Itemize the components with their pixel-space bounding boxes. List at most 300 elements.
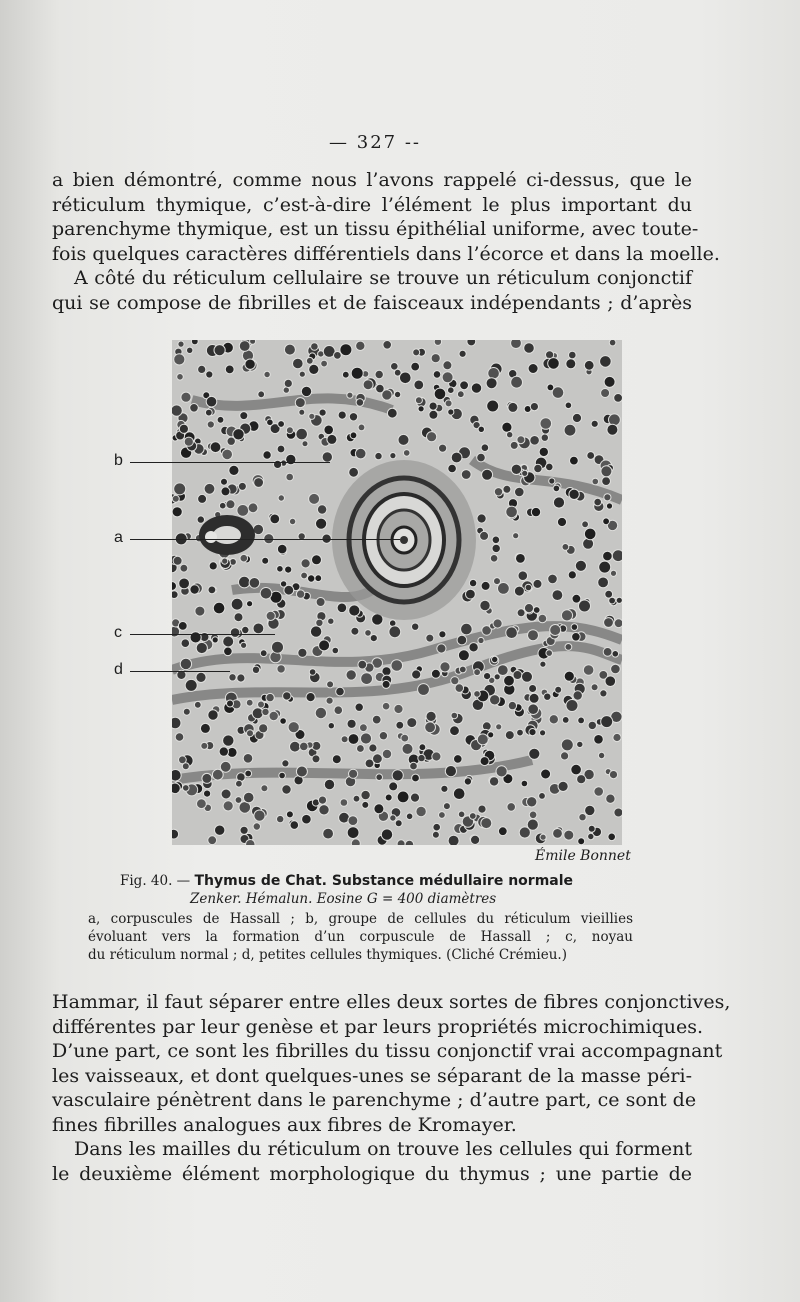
thymic-cell xyxy=(609,414,621,426)
thymic-cell xyxy=(529,811,537,819)
thymic-cell xyxy=(315,575,322,582)
thymic-cell xyxy=(555,686,562,693)
thymic-cell xyxy=(288,722,299,733)
thymic-cell xyxy=(604,618,614,628)
thymic-cell xyxy=(375,370,383,378)
thymic-cell xyxy=(504,675,515,686)
thymic-cell xyxy=(394,391,400,397)
thymic-cell xyxy=(196,642,207,653)
thymic-cell xyxy=(173,556,182,565)
thymic-cell xyxy=(180,658,191,669)
thymic-cell xyxy=(480,757,489,766)
thymic-cell xyxy=(312,755,320,763)
thymic-cell xyxy=(240,412,248,420)
thymic-cell xyxy=(298,648,307,657)
thymic-cell xyxy=(348,816,358,826)
thymic-cell xyxy=(549,715,558,724)
thymic-cell xyxy=(442,372,453,383)
thymic-cell xyxy=(332,647,339,654)
thymic-cell xyxy=(541,434,548,441)
text-line: parenchyme thymique, est un tissu épithélial uniforme, avec toute- xyxy=(52,218,699,240)
thymic-cell xyxy=(278,495,284,501)
thymic-cell xyxy=(387,408,397,418)
thymic-cell xyxy=(432,831,439,838)
thymic-cell xyxy=(259,724,268,733)
thymic-cell xyxy=(591,420,598,427)
thymic-cell xyxy=(209,562,217,570)
thymic-cell xyxy=(385,794,392,801)
thymic-cell xyxy=(172,507,182,517)
thymic-cell xyxy=(246,699,253,706)
thymic-cell xyxy=(411,362,420,371)
thymic-cell xyxy=(349,605,360,616)
thymic-cell xyxy=(539,447,548,456)
thymic-cell xyxy=(347,719,356,728)
thymic-cell xyxy=(464,778,471,785)
thymic-cell xyxy=(390,815,396,821)
thymic-cell xyxy=(577,775,586,784)
thymic-cell xyxy=(539,793,546,800)
thymic-cell xyxy=(604,376,615,387)
micrograph-svg xyxy=(172,340,622,845)
thymic-cell xyxy=(267,419,274,426)
thymic-cell xyxy=(369,744,377,752)
page-number: — 327 -- xyxy=(329,132,421,153)
thymic-cell xyxy=(219,747,228,756)
thymic-cell xyxy=(284,585,294,595)
thymic-cell xyxy=(174,354,185,365)
thymic-cell xyxy=(579,814,586,821)
thymic-cell xyxy=(172,495,179,502)
thymic-cell xyxy=(558,781,568,791)
thymic-cell xyxy=(616,597,622,603)
thymic-cell xyxy=(351,839,360,845)
thymic-cell xyxy=(229,465,239,475)
thymic-cell xyxy=(414,380,424,390)
thymic-cell xyxy=(204,483,215,494)
thymic-cell xyxy=(402,743,413,754)
thymic-cell xyxy=(480,531,489,540)
thymic-cell xyxy=(349,769,358,778)
thymic-cell xyxy=(481,444,489,452)
label-a-line xyxy=(130,539,400,540)
thymic-cell xyxy=(212,637,218,643)
thymic-cell xyxy=(553,829,563,839)
thymic-cell xyxy=(174,483,186,495)
thymic-cell xyxy=(185,679,197,691)
thymic-cell xyxy=(437,644,446,653)
thymic-cell xyxy=(490,695,500,705)
thymic-cell xyxy=(397,840,405,845)
thymic-cell xyxy=(306,357,313,364)
text-line: Dans les mailles du réticulum on trouve les cellules qui forment xyxy=(74,1138,692,1160)
thymic-cell xyxy=(601,466,612,477)
thymic-cell xyxy=(348,734,359,745)
thymic-cell xyxy=(221,789,231,799)
thymic-cell xyxy=(609,771,617,779)
thymic-cell xyxy=(210,442,221,453)
thymic-cell xyxy=(459,666,466,673)
thymic-cell xyxy=(474,691,481,698)
thymic-cell xyxy=(284,379,292,387)
thymic-cell xyxy=(564,671,574,681)
thymic-cell xyxy=(448,409,454,415)
thymic-cell xyxy=(410,762,418,770)
thymic-cell xyxy=(370,635,377,642)
thymic-cell xyxy=(450,726,460,736)
thymic-cell xyxy=(439,812,446,819)
thymic-cell xyxy=(394,704,403,713)
caption-prefix: Fig. 40. — xyxy=(120,873,191,889)
thymic-cell xyxy=(412,774,420,782)
thymic-cell xyxy=(474,669,481,676)
thymic-cell xyxy=(598,752,604,758)
thymic-cell xyxy=(445,766,456,777)
figure-caption-sub xyxy=(190,890,630,908)
thymic-cell xyxy=(451,677,459,685)
thymic-cell xyxy=(219,502,226,509)
thymic-cell xyxy=(395,820,402,827)
thymic-cell xyxy=(179,424,188,433)
thymic-cell xyxy=(544,693,551,700)
thymic-cell xyxy=(492,656,498,662)
thymic-cell xyxy=(269,711,278,720)
thymic-cell xyxy=(272,641,284,653)
thymic-cell xyxy=(572,413,581,422)
thymic-cell xyxy=(445,400,452,407)
thymic-cell xyxy=(277,815,284,822)
thymic-cell xyxy=(374,804,384,814)
thymic-cell xyxy=(240,826,248,834)
thymic-cell xyxy=(172,829,179,839)
thymic-cell xyxy=(493,619,502,628)
thymic-cell xyxy=(236,780,243,787)
thymic-cell xyxy=(296,766,307,777)
thymic-cell xyxy=(566,359,576,369)
thymic-cell xyxy=(212,769,223,780)
thymic-cell xyxy=(451,452,462,463)
thymic-cell xyxy=(565,402,572,409)
label-b-line xyxy=(130,462,330,463)
thymic-cell xyxy=(396,721,404,729)
thymic-cell xyxy=(187,347,193,353)
thymic-cell xyxy=(290,821,299,830)
thymic-cell xyxy=(587,452,595,460)
thymic-cell xyxy=(546,463,554,471)
thymic-cell xyxy=(316,598,325,607)
thymic-cell xyxy=(467,340,476,346)
thymic-cell xyxy=(286,811,293,818)
thymic-cell xyxy=(309,413,315,419)
thymic-cell xyxy=(441,785,448,792)
thymic-cell xyxy=(582,521,589,528)
thymic-cell xyxy=(611,664,621,674)
thymic-cell xyxy=(400,372,412,384)
thymic-cell xyxy=(222,449,233,460)
illustrator-signature: Émile Bonnet xyxy=(535,848,631,864)
thymic-cell xyxy=(356,341,365,350)
thymic-cell xyxy=(334,352,342,360)
thymic-cell xyxy=(433,371,441,379)
thymic-cell xyxy=(201,742,208,749)
thymic-cell xyxy=(237,505,249,517)
thymic-cell xyxy=(382,749,391,758)
thymic-cell xyxy=(356,399,364,407)
thymic-cell xyxy=(321,360,328,367)
thymic-cell xyxy=(448,835,459,845)
thymic-cell xyxy=(290,741,301,752)
thymic-cell xyxy=(443,803,450,810)
thymic-cell xyxy=(529,729,536,736)
label-b: b xyxy=(114,452,123,469)
thymic-cell xyxy=(610,570,616,576)
thymic-cell xyxy=(482,469,493,480)
thymic-cell xyxy=(548,358,560,370)
thymic-cell xyxy=(242,626,249,633)
thymic-cell xyxy=(507,803,516,812)
thymic-cell xyxy=(432,752,441,761)
thymic-cell xyxy=(412,670,421,679)
thymic-cell xyxy=(207,421,214,428)
thymic-cell xyxy=(243,792,254,803)
thymic-cell xyxy=(250,340,256,344)
thymic-cell xyxy=(407,718,417,728)
thymic-cell xyxy=(524,604,533,613)
thymic-cell xyxy=(614,394,622,403)
thymic-cell xyxy=(439,444,447,452)
thymic-cell xyxy=(533,579,542,588)
thymic-cell xyxy=(254,478,264,488)
thymic-cell xyxy=(522,470,528,476)
thymic-cell xyxy=(240,554,248,562)
thymic-cell xyxy=(507,432,513,438)
thymic-cell xyxy=(458,811,465,818)
thymic-cell xyxy=(405,840,414,845)
thymic-cell xyxy=(172,582,177,591)
thymic-cell xyxy=(588,833,594,839)
thymic-cell xyxy=(527,819,538,830)
thymic-cell xyxy=(494,488,502,496)
thymic-cell xyxy=(565,644,572,651)
thymic-cell xyxy=(575,560,586,571)
thymic-cell xyxy=(425,722,436,733)
thymic-cell xyxy=(484,673,491,680)
thymic-cell xyxy=(529,748,540,759)
thymic-cell xyxy=(466,589,476,599)
thymic-cell xyxy=(528,630,539,641)
thymic-cell xyxy=(573,691,582,700)
thymic-cell xyxy=(332,755,341,764)
thymic-cell xyxy=(252,666,259,673)
thymic-cell xyxy=(213,602,225,614)
thymic-cell xyxy=(469,643,478,652)
thymic-cell xyxy=(553,497,564,508)
thymic-cell xyxy=(413,349,420,356)
thymic-cell xyxy=(397,791,409,803)
thymic-cell xyxy=(245,359,255,369)
text-line: fois quelques caractères différentiels dans l’écorce et dans la moelle. xyxy=(52,242,720,265)
thymic-cell xyxy=(172,405,182,416)
thymic-cell xyxy=(230,628,240,638)
thymic-cell xyxy=(480,600,490,610)
thymic-cell xyxy=(340,799,348,807)
thymic-cell xyxy=(181,392,191,402)
thymic-cell xyxy=(477,734,488,745)
thymic-cell xyxy=(376,774,383,781)
thymic-cell xyxy=(223,636,234,647)
thymic-cell xyxy=(239,576,251,588)
thymic-cell xyxy=(277,544,287,554)
thymic-cell xyxy=(531,507,540,516)
thymic-cell xyxy=(524,343,535,354)
thymic-cell xyxy=(508,402,518,412)
thymic-cell xyxy=(258,701,265,708)
text-line: a bien démontré, comme nous l’avons rappelé ci-dessus, que le xyxy=(52,169,692,191)
thymic-cell xyxy=(533,607,540,614)
thymic-cell xyxy=(217,416,224,423)
thymic-cell xyxy=(200,723,210,733)
thymic-cell xyxy=(229,674,236,681)
thymic-cell xyxy=(382,702,390,710)
thymic-cell xyxy=(215,825,225,835)
thymic-cell xyxy=(301,386,311,396)
thymic-cell xyxy=(401,734,409,742)
thymic-cell xyxy=(488,368,500,380)
thymic-cell xyxy=(289,518,295,524)
thymic-cell xyxy=(358,660,367,669)
thymic-cell xyxy=(540,661,546,667)
thymic-cell xyxy=(319,409,326,416)
figure-caption-title xyxy=(120,872,630,890)
thymic-cell xyxy=(172,591,178,599)
thymic-cell xyxy=(381,829,392,840)
thymic-cell xyxy=(481,818,492,829)
thymic-cell xyxy=(194,701,201,708)
thymic-cell xyxy=(427,432,437,442)
thymic-cell xyxy=(346,670,356,680)
thymic-cell xyxy=(492,544,500,552)
thymic-cell xyxy=(594,498,602,506)
thymic-cell xyxy=(431,669,440,678)
thymic-cell xyxy=(226,500,235,509)
thymic-cell xyxy=(261,785,268,792)
thymic-cell xyxy=(277,566,284,573)
thymic-cell xyxy=(183,708,190,715)
thymic-cell xyxy=(569,351,577,359)
thymic-cell xyxy=(376,384,385,393)
thymic-cell xyxy=(350,432,357,439)
thymic-cell xyxy=(451,712,458,719)
thymic-cell xyxy=(594,735,604,745)
thymic-cell xyxy=(309,364,319,374)
thymic-cell xyxy=(296,428,308,440)
label-d-line xyxy=(130,671,230,672)
thymic-cell xyxy=(461,623,473,635)
label-d: d xyxy=(114,661,123,678)
thymic-cell xyxy=(612,550,622,562)
thymic-cell xyxy=(530,436,540,446)
thymic-cell xyxy=(429,410,438,419)
thymic-cell xyxy=(398,434,409,445)
thymic-cell xyxy=(322,452,332,462)
thymic-cell xyxy=(517,436,525,444)
text-line: différentes par leur genèse et par leurs propriétés microchimiques. xyxy=(52,1015,704,1038)
thymic-cell xyxy=(338,411,346,419)
legend-line: du réticulum normal ; d, petites cellules thymiques. (Cliché Crémieu.) xyxy=(88,947,567,963)
thymic-cell xyxy=(336,687,345,696)
thymic-cell xyxy=(373,754,383,764)
thymic-cell xyxy=(458,650,469,661)
thymic-cell xyxy=(460,381,469,390)
thymic-cell xyxy=(469,813,476,820)
thymic-cell xyxy=(299,371,305,377)
thymic-cell xyxy=(253,623,264,634)
thymic-cell xyxy=(233,429,244,440)
thymic-cell xyxy=(511,340,522,349)
thymic-cell xyxy=(178,341,184,347)
thymic-cell xyxy=(510,441,518,449)
thymic-cell xyxy=(496,766,507,777)
thymic-cell xyxy=(308,575,315,582)
thymic-cell xyxy=(540,730,546,736)
thymic-cell xyxy=(434,388,446,400)
thymic-cell xyxy=(522,671,533,682)
thymic-cell xyxy=(205,409,212,416)
thymic-cell xyxy=(222,558,228,564)
thymic-cell xyxy=(614,808,622,817)
thymic-cell xyxy=(433,823,441,831)
thymic-cell xyxy=(518,571,528,581)
thymic-cell xyxy=(572,633,581,642)
thymic-cell xyxy=(603,551,613,561)
thymic-cell xyxy=(549,478,555,484)
thymic-cell xyxy=(540,834,546,840)
thymic-cell xyxy=(511,464,521,474)
thymic-cell xyxy=(440,662,450,672)
thymic-cell xyxy=(599,561,611,573)
thymic-cell xyxy=(247,730,254,737)
thymic-cell xyxy=(286,473,294,481)
thymic-cell xyxy=(572,594,581,603)
thymic-cell xyxy=(363,380,373,390)
thymic-cell xyxy=(302,441,308,447)
thymic-cell xyxy=(594,787,604,797)
thymic-cell xyxy=(508,701,516,709)
thymic-cell xyxy=(223,801,233,811)
thymic-cell xyxy=(600,690,607,697)
thymic-cell xyxy=(603,518,610,525)
thymic-cell xyxy=(351,627,359,635)
thymic-cell xyxy=(270,514,280,524)
thymic-cell xyxy=(318,796,326,804)
thymic-cell xyxy=(494,578,501,585)
thymic-cell xyxy=(280,718,287,725)
thymic-cell xyxy=(614,619,622,628)
thymic-cell xyxy=(471,383,481,393)
thymic-cell xyxy=(324,425,334,435)
text-line: qui se compose de fibrilles et de faisceaux indépendants ; d’après xyxy=(52,291,692,314)
thymic-cell xyxy=(204,790,211,797)
thymic-cell xyxy=(513,671,522,680)
thymic-cell xyxy=(418,406,424,412)
thymic-cell xyxy=(342,371,349,378)
thymic-cell xyxy=(223,735,234,746)
thymic-cell xyxy=(469,579,476,586)
thymic-cell xyxy=(315,707,326,718)
hassall-corpuscle-a xyxy=(332,460,476,620)
thymic-cell xyxy=(591,684,598,691)
text-line: réticulum thymique, c’est-à-dire l’élément le plus important du xyxy=(52,193,692,216)
